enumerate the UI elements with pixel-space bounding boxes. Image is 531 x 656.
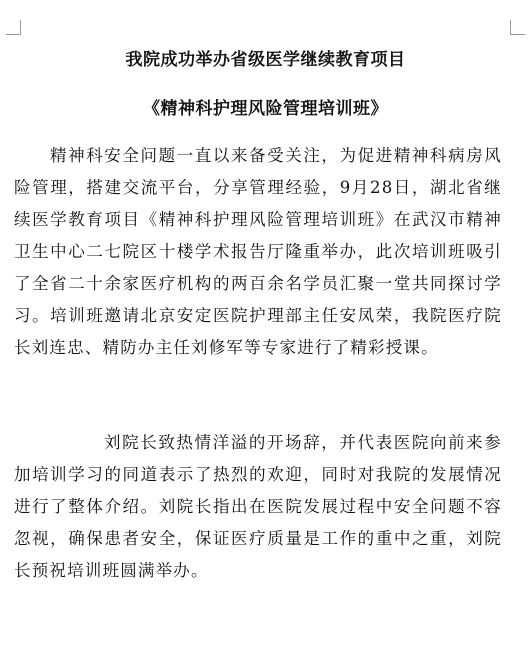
page-corner-mark bbox=[6, 20, 21, 35]
document-subtitle: 《精神科护理风险管理培训班》 bbox=[143, 99, 388, 119]
body-paragraph-2: 刘院长致热情洋溢的开场辞，并代表医院向前来参加培训学习的同道表示了热烈的欢迎，同时对我院的发展情况进行了整体介绍。刘院长指出在医院发展过程中安全问题不容忽视，确保患者安全，保证医疗质量是工作的重中之重，刘院长预祝培训班圆满举办。 bbox=[14, 433, 502, 580]
document-title: 我院成功举办省级医学继续教育项目 bbox=[125, 50, 406, 70]
body-paragraph-1: 精神科安全问题一直以来备受关注，为促进精神科病房风险管理，搭建交流平台，分享管理经验，9月28日，湖北省继续医学教育项目《精神科护理风险管理培训班》在武汉市精神卫生中心二七院区十楼学术报告厅隆重举办，此次培训班吸引了全省二十余家医疗机构的两百余名学员汇聚一堂共同探讨学习。培训班邀请北京安定医院护理部主任安凤荣，我院医疗院长刘连忠、精防办主任刘修军等专家进行了精彩授课。 bbox=[14, 146, 502, 357]
page-corner-mark bbox=[510, 20, 525, 35]
